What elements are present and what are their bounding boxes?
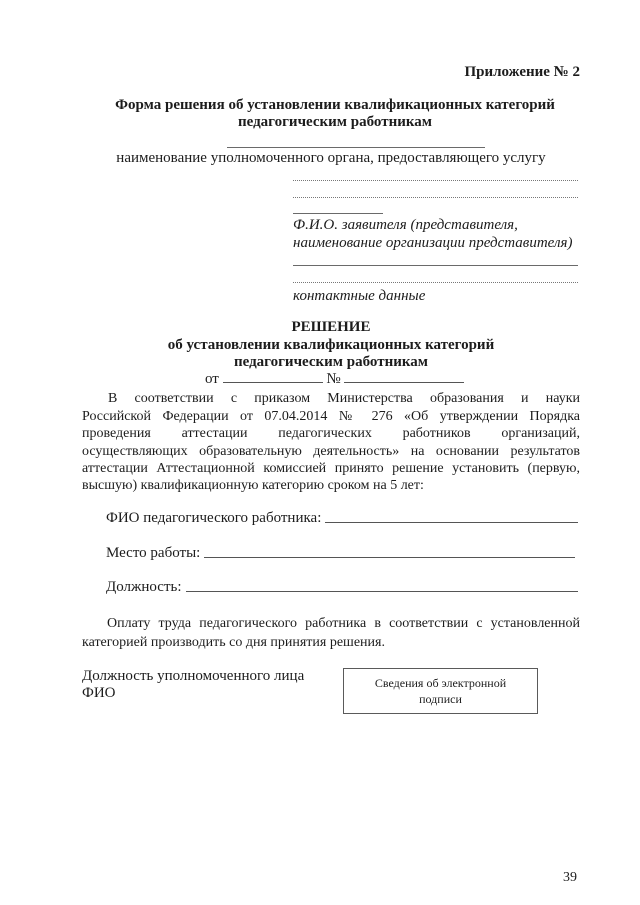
- body-line-3: проведения аттестации педагогических работников организаций,: [82, 426, 580, 441]
- body-line-4: осуществляющих образовательную деятельность» на основании результатов: [82, 444, 580, 459]
- date-blank-line: [223, 370, 323, 383]
- field-teacher-name: [106, 509, 578, 527]
- applicant-blank-line-2: [293, 197, 578, 198]
- decision-subtitle-line-2: педагогическим работникам: [233, 354, 429, 370]
- form-title-line-2: педагогическим работникам: [237, 114, 433, 130]
- applicant-caption-line-2: наименование организации представителя): [293, 235, 573, 251]
- payment-line-2: категорией производить со дня принятия решения.: [82, 635, 385, 650]
- applicant-blank-line-1: [293, 180, 578, 181]
- number-blank-line: [344, 370, 464, 383]
- applicant-caption-line-1: Ф.И.О. заявителя (представителя,: [293, 217, 518, 233]
- contacts-blank-line-2: [293, 282, 578, 283]
- number-prefix: №: [326, 371, 341, 387]
- signature-box-line-2: подписи: [419, 692, 462, 706]
- electronic-signature-box: [343, 668, 538, 714]
- form-title-line-1: Форма решения об установлении квалификационных категорий: [115, 97, 555, 113]
- body-line-6: высшую) квалификационную категорию сроком на 5 лет:: [82, 478, 424, 493]
- signatory-position: Должность уполномоченного лица: [82, 668, 305, 684]
- decision-subtitle-line-1: об установлении квалификационных категорий: [167, 337, 495, 353]
- decision-title: РЕШЕНИЕ: [291, 319, 371, 335]
- body-line-5: аттестации Аттестационной комиссией принято решение установить (первую,: [82, 461, 580, 476]
- applicant-blank-line-3: [293, 213, 383, 214]
- field-blank-line: [186, 591, 578, 592]
- field-blank-line: [325, 522, 578, 523]
- field-blank-line: [204, 557, 575, 558]
- field-position: [106, 578, 578, 596]
- payment-line-1: Оплату труда педагогического работника в соответствии с установленной: [107, 616, 580, 631]
- body-line-2: Российской Федерации от 07.04.2014 № 276 «Об утверждении Порядка: [82, 409, 580, 424]
- contacts-blank-line-1: [293, 265, 578, 266]
- field-workplace: [106, 544, 575, 562]
- field-label: Должность:: [106, 579, 182, 595]
- authority-caption: наименование уполномоченного органа, предоставляющего услугу: [116, 150, 546, 166]
- decision-date-number-row: [205, 370, 464, 388]
- appendix-label: Приложение № 2: [464, 64, 580, 80]
- field-label: ФИО педагогического работника:: [106, 510, 322, 526]
- signatory-name: ФИО: [82, 685, 116, 701]
- authority-name-blank-line: [227, 147, 485, 148]
- field-label: Место работы:: [106, 545, 201, 561]
- body-line-1: В соответствии с приказом Министерства образования и науки: [108, 391, 580, 406]
- contacts-caption: контактные данные: [293, 288, 426, 304]
- page-number: 39: [563, 870, 577, 885]
- date-prefix: от: [205, 371, 219, 387]
- signature-box-line-1: Сведения об электронной: [374, 676, 507, 690]
